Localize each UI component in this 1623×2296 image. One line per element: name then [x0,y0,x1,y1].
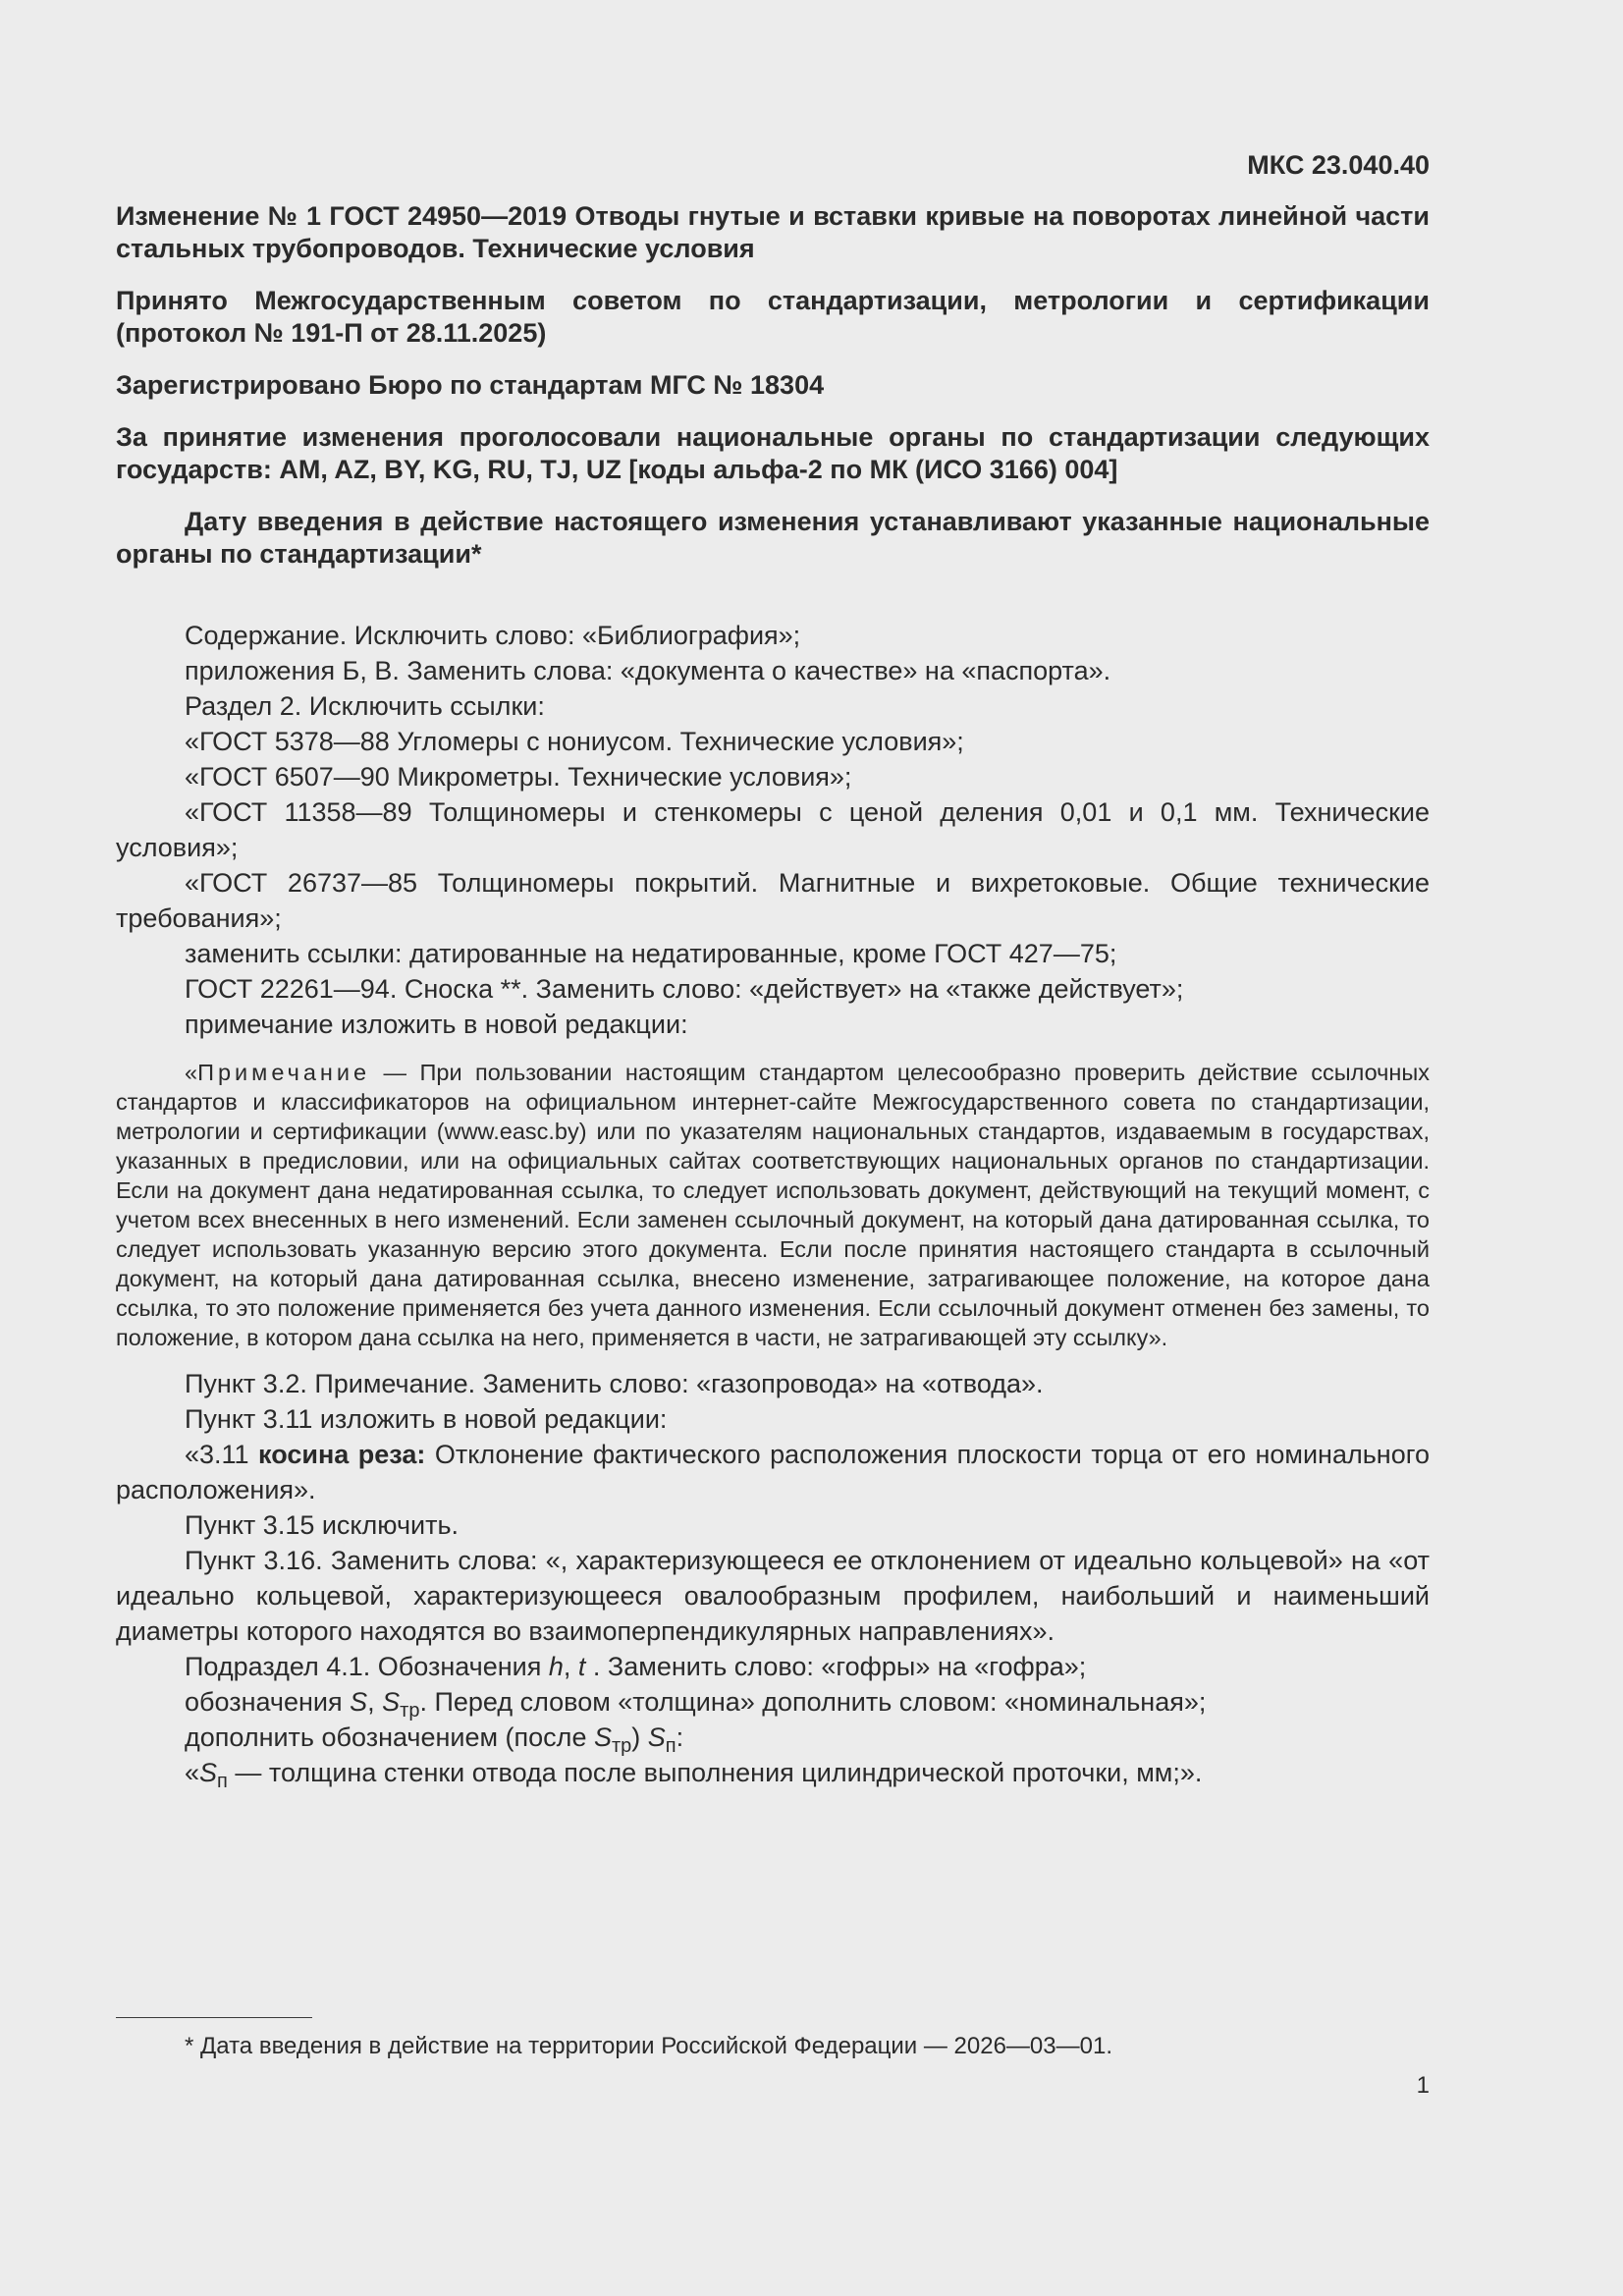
symbol-s-p: S [647,1722,666,1752]
paragraph: ГОСТ 22261—94. Сноска **. Заменить слово: «действует» на «также действует»; [185,974,1184,1004]
amendment-body [116,618,1430,1790]
paragraph: Содержание. Исключить слово: «Библиография»; [185,621,801,650]
definition-number: «3.11 [185,1440,259,1469]
effective-date-statement: Дату введения в действие настоящего изменения устанавливают указанные национальные органы по стандартизации* [116,507,1430,569]
symbols-paragraph [116,1649,1430,1684]
note-open-quote: « [185,1060,198,1085]
text-run: — толщина стенки отвода после выполнения цилиндрической проточки, мм;». [227,1758,1203,1787]
paragraph: Раздел 2. Исключить ссылки: [185,691,545,721]
paragraph: Пункт 3.2. Примечание. Заменить слово: «газопровода» на «отвода». [185,1369,1044,1398]
definition-text: Отклонение фактического расположения плоскости торца от его номинального расположения». [116,1440,1430,1504]
paragraph: «ГОСТ 11358—89 Толщиномеры и стенкомеры с ценой деления 0,01 и 0,1 мм. Технические условия»; [116,797,1430,862]
subscript-p: п [665,1735,676,1757]
symbols-paragraph [116,1720,1430,1755]
subscript-p: п [217,1771,228,1792]
text-run: « [185,1758,200,1787]
symbols-paragraph [116,1684,1430,1720]
text-run: . Перед словом «толщина» дополнить словом: «номинальная»; [419,1687,1207,1717]
text-run: ) [631,1722,648,1752]
symbol-s-tr: S [382,1687,401,1717]
definition-paragraph [116,1437,1430,1507]
paragraph: заменить ссылки: датированные на недатированные, кроме ГОСТ 427—75; [185,939,1117,968]
symbol-h: h [548,1652,564,1681]
paragraph: «ГОСТ 26737—85 Толщиномеры покрытий. Магнитные и вихретоковые. Общие технические требования»; [116,868,1430,933]
note-paragraph [116,1058,1430,1352]
text-run: , [563,1652,578,1681]
text-run: дополнить обозначением (после [185,1722,594,1752]
registration-statement: Зарегистрировано Бюро по стандартам МГС № 18304 [116,370,825,400]
paragraph: примечание изложить в новой редакции: [185,1010,688,1039]
text-run: Подраздел 4.1. Обозначения [185,1652,549,1681]
mks-code: МКС 23.040.40 [1247,150,1430,180]
text-run: : [676,1722,684,1752]
amendment-title: Изменение № 1 ГОСТ 24950—2019 Отводы гнутые и вставки кривые на поворотах линейной части стальных трубопроводов. Технические условия [116,201,1430,263]
text-run: , [367,1687,383,1717]
symbol-s: S [350,1687,368,1717]
paragraph: Пункт 3.15 исключить. [185,1510,460,1540]
page-number: 1 [1416,2072,1430,2099]
footnote: * Дата введения в действие на территории Российской Федерации — 2026—03—01. [185,2033,1112,2059]
subscript-tr: тр [611,1735,632,1757]
symbol-s-tr: S [593,1722,612,1752]
symbols-paragraph [116,1755,1430,1790]
paragraph: Пункт 3.16. Заменить слова: «, характеризующееся ее отклонением от идеально кольцевой» на «от идеально кольцевой, характеризующееся овалообразным профилем, наибольший и наименьший диаметры которого находятся во взаимоперпендикулярных направлениях». [116,1546,1430,1646]
text-run: обозначения [185,1687,351,1717]
voting-statement: За принятие изменения проголосовали национальные органы по стандартизации следующих государств: AM, AZ, BY, KG, RU, TJ, UZ [коды альфа-2 по МК (ИСО 3166) 004] [116,422,1430,484]
adopted-statement: Принято Межгосударственным советом по стандартизации, метрологии и сертификации (протокол № 191-П от 28.11.2025) [116,286,1430,348]
definition-term: косина реза: [258,1440,426,1469]
paragraph: Пункт 3.11 изложить в новой редакции: [185,1404,668,1434]
text-run: . Заменить слово: «гофры» на «гофра»; [585,1652,1087,1681]
subscript-tr: тр [400,1700,420,1722]
note-text: — При пользовании настоящим стандартом целесообразно проверить действие ссылочных стандартов и классификаторов на официальном интернет-сайте Межгосударственного совета по стандартизации, метрологии и сертификации (www.easc.by) или по указателям национальных стандартов, издаваемым в государствах, указанных в предисловии, или на официальных сайтах соответствующих национальных органов по стандартизации. Если на документ дана недатированная ссылка, то следует использовать документ, действующий на текущий момент, с учетом всех внесенных в него изменений. Если заменен ссылочный документ, на который дана датированная ссылка, то следует использовать указанную версию этого документа. Если после принятия настоящего стандарта в ссылочный документ, на который дана датированная ссылка, внесено изменение, затрагивающее положение, на которое дана ссылка, то это положение применяется без учета данного изменения. Если ссылочный документ отменен без замены, то положение, в котором дана ссылка на него, применяется в части, не затрагивающей эту ссылку». [116,1060,1430,1350]
footnote-divider [116,2017,312,2018]
symbol-s-p: S [199,1758,218,1787]
paragraph: приложения Б, В. Заменить слова: «документа о качестве» на «паспорта». [185,656,1111,685]
paragraph: «ГОСТ 6507—90 Микрометры. Технические условия»; [185,762,852,792]
paragraph: «ГОСТ 5378—88 Угломеры с нониусом. Технические условия»; [185,727,964,756]
page-content [116,147,1430,1790]
symbol-t: t [577,1652,586,1681]
note-label: Примечание [197,1060,371,1085]
